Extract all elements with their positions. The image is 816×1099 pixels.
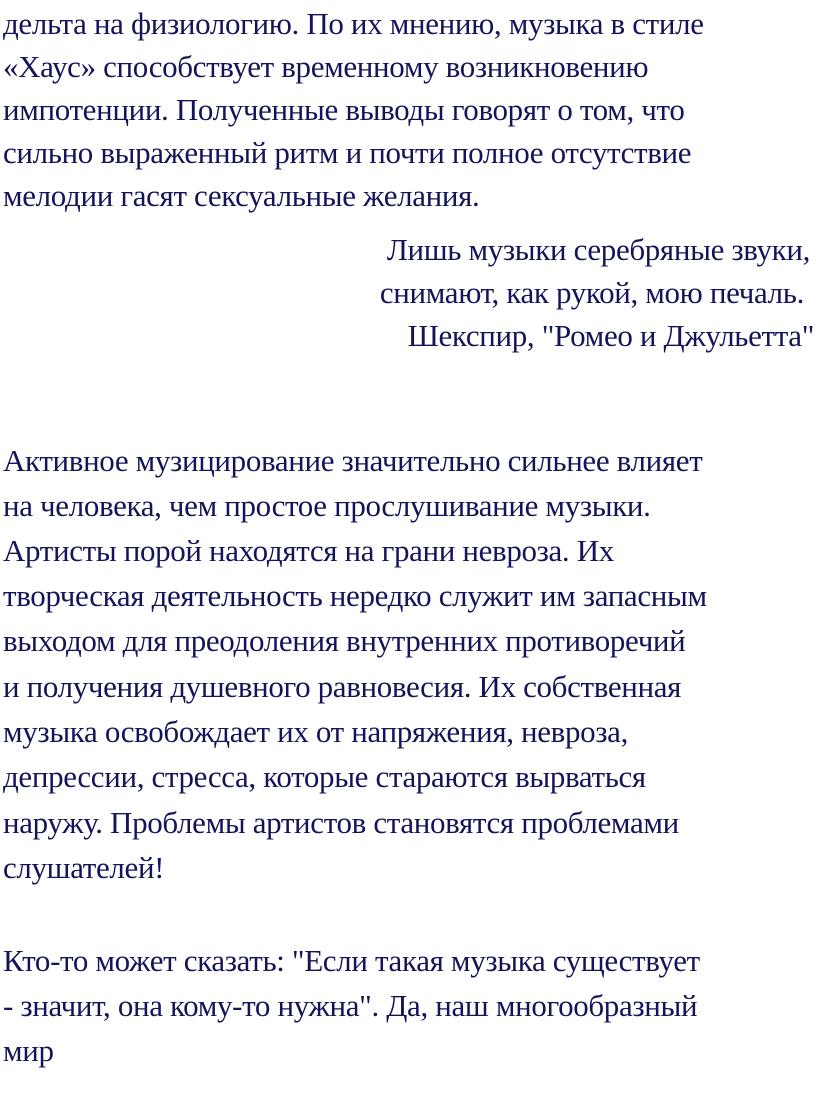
- text-line: - значит, она кому-то нужна". Да, наш многообразный: [3, 988, 698, 1023]
- text-line: творческая деятельность нередко служит им запасным: [3, 578, 707, 613]
- text-line: Артисты порой находятся на грани невроза. Их: [3, 533, 614, 568]
- text-line: мелодии гасят сексуальные желания.: [3, 178, 480, 213]
- text-line: дельта на физиологию. По их мнению, музыка в стиле: [3, 6, 704, 41]
- epigraph-line: снимают, как рукой, мою печаль.: [379, 275, 804, 310]
- text-line: сильно выраженный ритм и почти полное отсутствие: [3, 135, 692, 170]
- text-line: депрессии, стресса, которые стараются вырваться: [3, 759, 646, 794]
- text-line: наружу. Проблемы артистов становятся проблемами: [3, 805, 679, 840]
- text-line: на человека, чем простое прослушивание музыки.: [3, 488, 651, 523]
- text-line: слушателей!: [3, 850, 165, 885]
- text-line: импотенции. Полученные выводы говорят о том, что: [3, 92, 685, 127]
- text-line: «Хаус» способствует временному возникновению: [3, 49, 649, 84]
- epigraph-attribution: Шекспир, "Ромео и Джульетта": [407, 318, 814, 353]
- text-line: Активное музицирование значительно сильнее влияет: [3, 443, 703, 478]
- text-line: и получения душевного равновесия. Их собственная: [3, 669, 682, 704]
- text-line: Кто-то может сказать: "Если такая музыка существует: [3, 943, 700, 978]
- text-line: выходом для преодоления внутренних противоречий: [3, 623, 686, 658]
- text-line: мир: [3, 1033, 54, 1068]
- text-line: музыка освобождает их от напряжения, невроза,: [3, 714, 628, 749]
- epigraph-line: Лишь музыки серебряные звуки,: [386, 232, 810, 267]
